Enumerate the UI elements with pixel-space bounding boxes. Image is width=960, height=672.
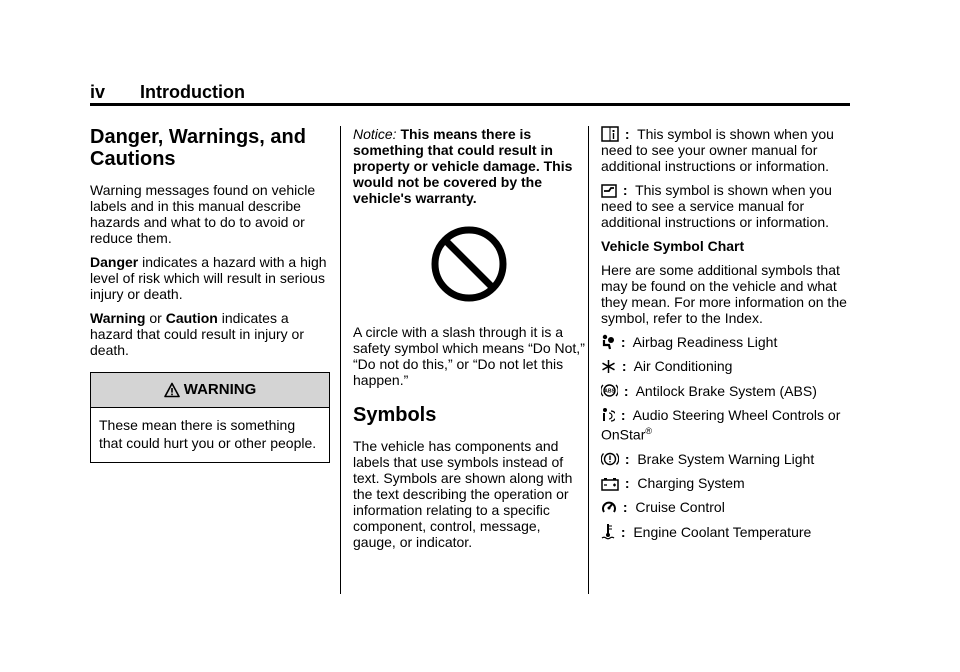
warning-box-header <box>91 373 329 408</box>
circle-paragraph: A circle with a slash through it is a safety symbol which means “Do Not,” “Do not do this,” or “Do not let this happen.” <box>353 324 585 388</box>
prohibition-icon <box>429 224 509 304</box>
service-manual-icon <box>601 184 617 198</box>
registered-mark: ® <box>645 426 652 436</box>
symbol-label: Antilock Brake System (ABS) <box>635 383 817 399</box>
or-text: or <box>145 310 166 326</box>
warning-label: WARNING <box>183 381 257 398</box>
colon: : <box>624 474 630 491</box>
owner-manual-text: This symbol is shown when you need to see your owner manual for additional instructions or information. <box>601 126 834 174</box>
owner-manual-icon <box>601 126 619 142</box>
column-divider <box>340 126 341 594</box>
chart-heading: Vehicle Symbol Chart <box>601 238 745 254</box>
symbol-item-abs <box>601 382 853 399</box>
warning-icon <box>164 382 180 398</box>
danger-term: Danger <box>90 254 139 270</box>
symbol-item-cruise <box>601 499 853 515</box>
audio-steering-icon <box>601 407 615 423</box>
colon: : <box>623 383 629 399</box>
notice-text: This means there is something that could result in property or vehicle damage. This would not be covered by the vehicle's warranty. <box>353 126 573 206</box>
colon: : <box>620 407 626 423</box>
header-rule <box>90 103 850 106</box>
symbol-item-charging <box>601 475 853 491</box>
danger-text: indicates a hazard with a high level of risk which will result in serious injury or death. <box>90 254 327 302</box>
symbol-item-airbag <box>601 334 853 350</box>
symbol-item-air-conditioning <box>601 358 853 374</box>
colon: : <box>620 523 626 540</box>
warning-box <box>90 372 330 463</box>
owner-manual-paragraph <box>601 126 853 174</box>
symbol-item-coolant <box>601 523 853 540</box>
notice-term: Notice: <box>353 126 397 142</box>
warning-term: Warning <box>90 310 146 326</box>
intro-paragraph: Warning messages found on vehicle labels and in this manual describe hazards and what to do to avoid or reduce them. <box>90 182 316 246</box>
symbols-paragraph: The vehicle has components and labels that use symbols instead of text. Symbols are shown along with the text describing the operation or information relating to a specific component, control, message, gauge, or indicator. <box>353 438 573 550</box>
colon: : <box>624 126 630 142</box>
symbol-label: Air Conditioning <box>633 358 733 374</box>
service-manual-text: This symbol is shown when you need to see a service manual for additional instructions or information. <box>601 182 832 230</box>
brake-warning-icon <box>601 451 619 467</box>
notice-paragraph <box>353 126 585 206</box>
danger-heading: Danger, Warnings, and Cautions <box>90 126 306 170</box>
coolant-temperature-icon <box>601 523 615 540</box>
symbol-item-audio-steering <box>601 407 853 443</box>
symbol-label: Charging System <box>637 474 745 491</box>
svg-text:ABS: ABS <box>604 388 615 395</box>
column-divider <box>588 126 589 594</box>
column-middle <box>353 126 585 558</box>
cruise-control-icon <box>601 499 617 515</box>
colon: : <box>624 450 630 467</box>
danger-paragraph <box>90 254 330 302</box>
service-manual-paragraph <box>601 182 853 230</box>
warning-paragraph <box>90 310 330 358</box>
symbol-item-brake <box>601 451 853 467</box>
battery-icon <box>601 477 619 491</box>
chart-paragraph: Here are some additional symbols that may be found on the vehicle and what they mean. For more information on the symbol, refer to the Index. <box>601 262 847 326</box>
column-left <box>90 126 330 463</box>
caution-term: Caution <box>165 310 218 326</box>
no-symbol <box>353 224 585 304</box>
colon: : <box>622 182 628 198</box>
snowflake-icon <box>601 359 616 374</box>
airbag-icon <box>601 334 615 350</box>
colon: : <box>622 498 628 515</box>
abs-icon <box>601 382 618 399</box>
symbol-label: Airbag Readiness Light <box>632 334 778 350</box>
colon: : <box>620 334 626 350</box>
symbol-label: Engine Coolant Temperature <box>633 523 812 540</box>
page-number: iv <box>90 82 106 102</box>
symbol-label: Cruise Control <box>635 498 725 515</box>
symbols-heading: Symbols <box>353 404 437 426</box>
column-right <box>601 126 853 548</box>
colon: : <box>621 358 627 374</box>
symbol-label: Audio Steering Wheel Controls or OnStar <box>601 407 841 443</box>
warning-box-text: These mean there is something that could hurt you or other people. <box>99 417 317 451</box>
warning-text: indicates a hazard that could result in injury or death. <box>90 310 304 358</box>
section-title: Introduction <box>140 82 245 102</box>
symbol-label: Brake System Warning Light <box>637 450 815 467</box>
